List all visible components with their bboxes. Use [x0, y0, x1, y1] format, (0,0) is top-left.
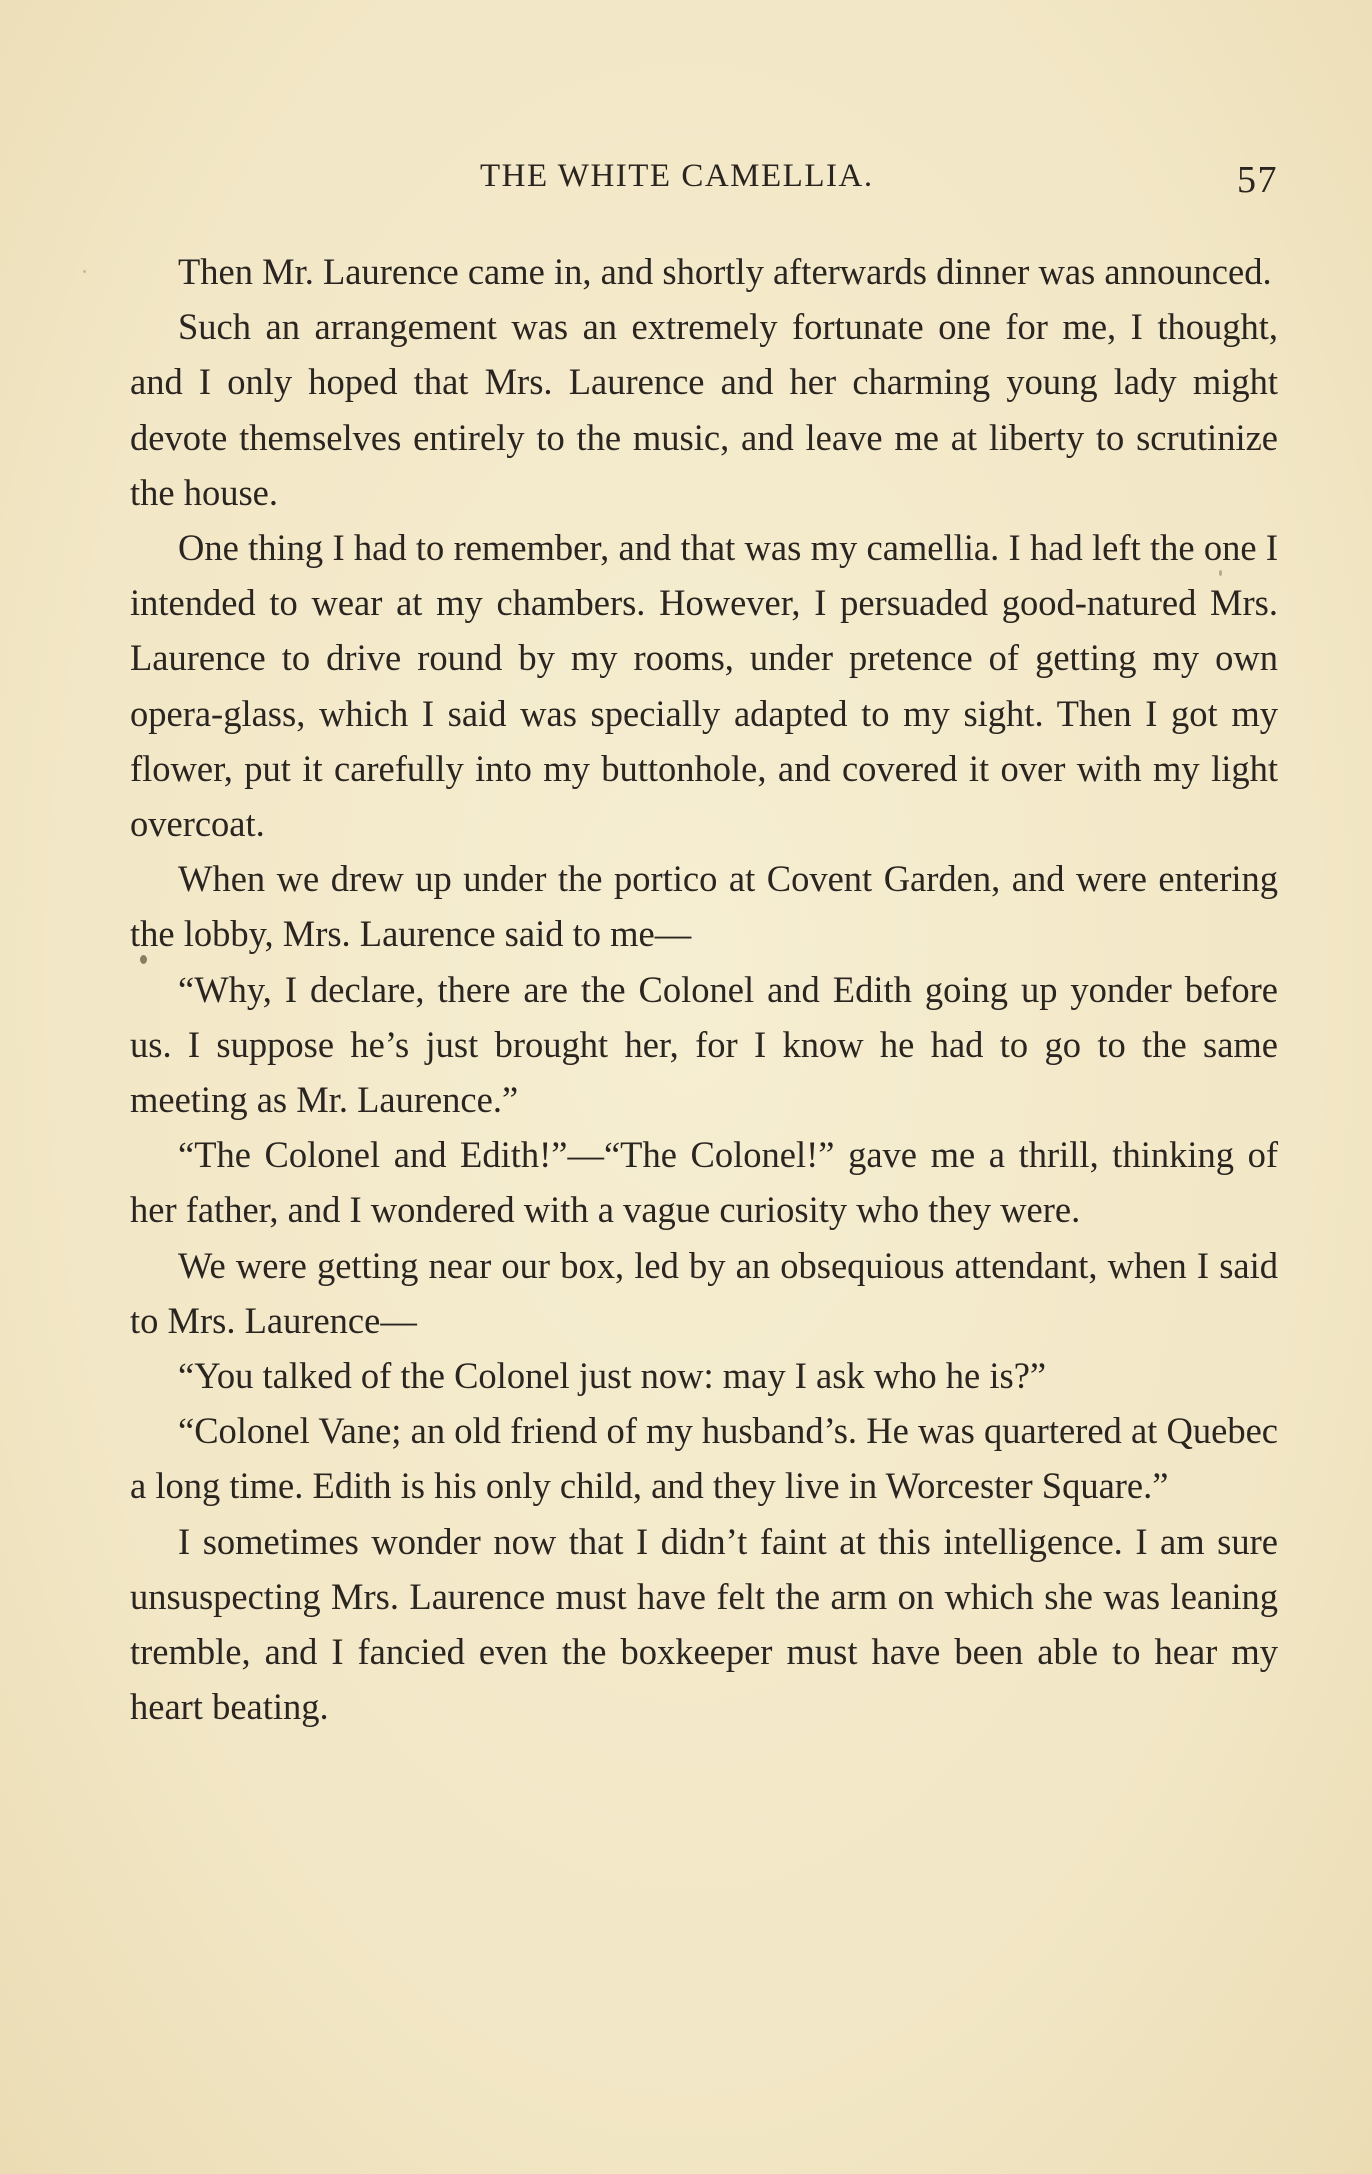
paragraph: “Why, I declare, there are the Colonel and Edith going up yonder before us. I suppose he’s just brought her, for I know he had to go to the same meeting as Mr. Laurence.”: [130, 968, 1278, 1121]
paragraph: When we drew up under the portico at Covent Garden, and were entering the lobby, Mrs. Laurence said to me—: [130, 858, 1278, 955]
paper-speck: [83, 270, 86, 273]
body-text: [130, 244, 1278, 1734]
running-head: [130, 158, 1278, 208]
paragraph: Then Mr. Laurence came in, and shortly afterwards dinner was announced.: [178, 251, 1272, 292]
paragraph: I sometimes wonder now that I didn’t faint at this intelligence. I am sure unsuspecting Mrs. Laurence must have felt the arm on which she was leaning tremble, and I fancied even the boxkeeper must have been able to hear my heart beating.: [130, 1520, 1278, 1728]
paper-speck: [1219, 570, 1222, 576]
paragraph: One thing I had to remember, and that was my camellia. I had left the one I intended to wear at my chambers. However, I persuaded good-natured Mrs. Laurence to drive round by my rooms, under pretence of getting my own opera-glass, which I said was specially adapted to my sight. Then I got my flower, put it carefully into my buttonhole, and covered it over with my light overcoat.: [130, 527, 1278, 845]
paragraph: “You talked of the Colonel just now: may I ask who he is?”: [178, 1355, 1047, 1397]
page-number: 57: [1237, 159, 1278, 201]
paragraph: We were getting near our box, led by an obsequious attendant, when I said to Mrs. Laurence—: [130, 1244, 1278, 1341]
paper-speck: [140, 955, 147, 964]
running-title: THE WHITE CAMELLIA.: [480, 158, 874, 194]
paragraph: “The Colonel and Edith!”—“The Colonel!” gave me a thrill, thinking of her father, and I wondered with a vague curiosity who they were.: [130, 1134, 1278, 1231]
paragraph: “Colonel Vane; an old friend of my husband’s. He was quartered at Quebec a long time. Edith is his only child, and they live in Worcester Square.”: [130, 1410, 1278, 1507]
paragraph: Such an arrangement was an extremely fortunate one for me, I thought, and I only hoped that Mrs. Laurence and her charming young lady might devote themselves entirely to the music, and leave me at liberty to scrutinize the house.: [130, 306, 1278, 513]
